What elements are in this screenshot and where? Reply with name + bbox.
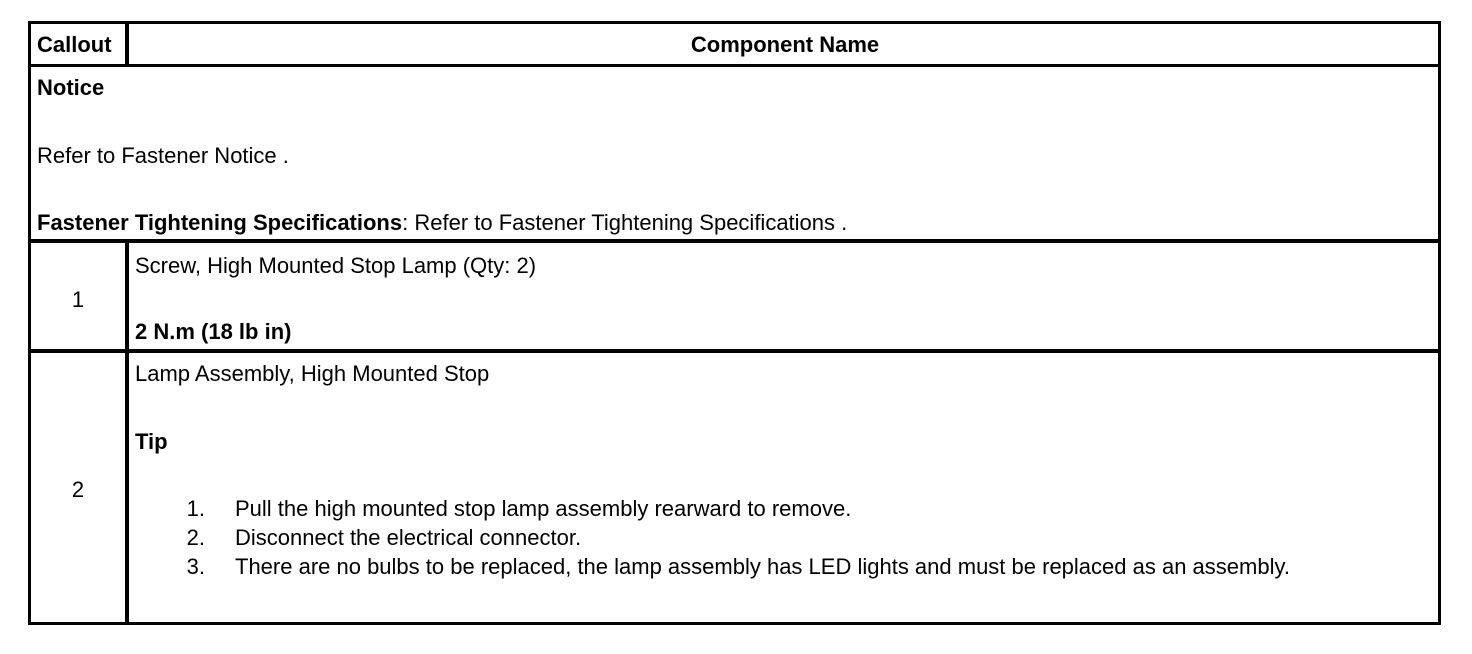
tip-number: 3. [186, 554, 205, 579]
fastener-spec-colon: : [402, 210, 409, 235]
header-bottom-rule [31, 64, 1438, 67]
row-1-bottom-rule [31, 349, 1438, 353]
row-2-tip-title: Tip [135, 429, 168, 454]
notice-title: Notice [37, 75, 105, 100]
notice-bottom-rule [31, 239, 1438, 243]
fastener-spec-label: Fastener Tightening Specifications [37, 210, 403, 235]
fastener-spec-text: Refer to Fastener Tightening Specifications . [408, 210, 848, 235]
tip-text: Disconnect the electrical connector. [235, 525, 582, 550]
row-divider [125, 243, 129, 625]
row-2-callout: 2 [71, 477, 85, 502]
tip-text: Pull the high mounted stop lamp assembly rearward to remove. [235, 496, 852, 521]
tip-number: 1. [186, 496, 205, 521]
notice-text: Refer to Fastener Notice . [37, 143, 289, 168]
row-1-callout: 1 [71, 287, 85, 312]
component-table [28, 21, 1441, 625]
header-callout: Callout [37, 32, 112, 57]
tip-item [171, 525, 1431, 551]
tip-item [171, 496, 1431, 522]
tip-text: There are no bulbs to be replaced, the lamp assembly has LED lights and must be replaced as an assembly. [235, 554, 1290, 579]
row-2-component: Lamp Assembly, High Mounted Stop [135, 361, 490, 386]
tip-number: 2. [186, 525, 205, 550]
header-component-name: Component Name [690, 32, 880, 57]
row-1-torque: 2 N.m (18 lb in) [135, 319, 292, 344]
tip-item [171, 554, 1441, 580]
row-1-component: Screw, High Mounted Stop Lamp (Qty: 2) [135, 253, 537, 278]
fastener-spec-line [37, 210, 847, 236]
